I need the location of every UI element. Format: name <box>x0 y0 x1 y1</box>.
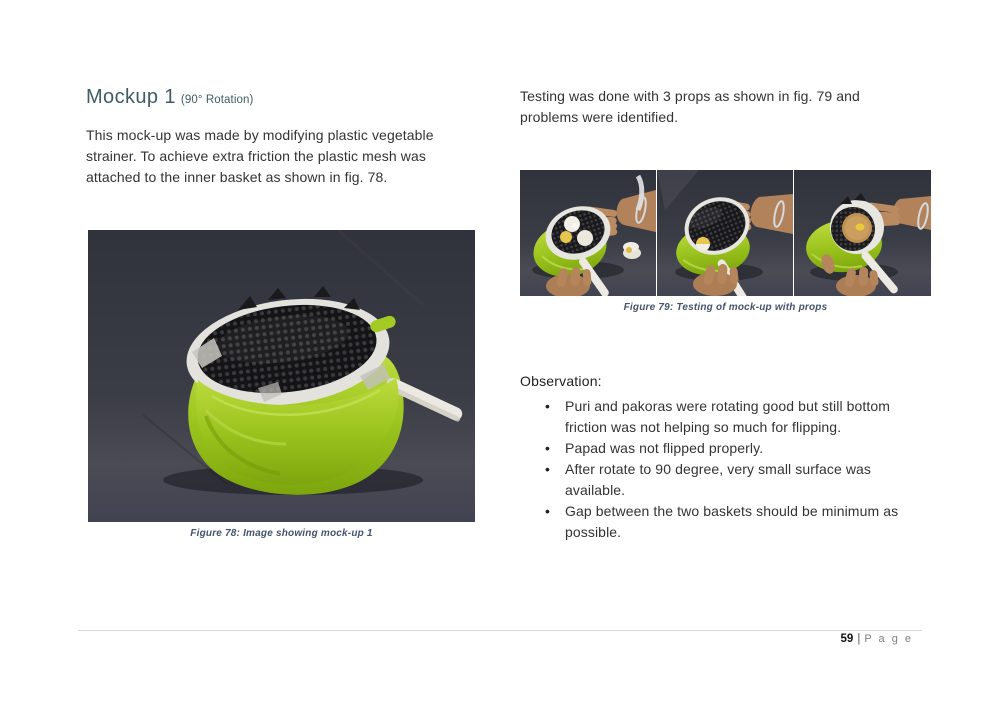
section-heading-title: Mockup 1 <box>86 86 176 108</box>
section-heading <box>86 86 253 109</box>
figure-79-caption: Figure 79: Testing of mock-up with props <box>623 302 828 313</box>
figure-78-caption: Figure 78: Image showing mock-up 1 <box>190 528 373 539</box>
figure-79-photo-3 <box>794 170 931 296</box>
figure-79-photo-1 <box>520 170 656 296</box>
page-word: P a g e <box>864 633 913 645</box>
observation-item: • Gap between the two baskets should be minimum as possible. <box>543 501 905 543</box>
section-heading-note: (90° Rotation) <box>180 94 254 106</box>
observation-item: • After rotate to 90 degree, very small surface was available. <box>543 459 905 501</box>
page-number <box>841 633 913 645</box>
footer-divider <box>78 630 922 631</box>
observation-list <box>543 396 905 543</box>
page-number-separator: | <box>857 633 861 645</box>
observation-item: • Puri and pakoras were rotating good but still bottom friction was not helping so much for flipping. <box>543 396 905 438</box>
mockup-description: This mock-up was made by modifying plastic vegetable strainer. To achieve extra friction the plastic mesh was attached to the inner basket as shown in fig. 78. <box>86 127 434 185</box>
figure-79-photo-strip <box>520 170 931 296</box>
testing-intro: Testing was done with 3 props as shown in fig. 79 and problems were identified. <box>520 88 860 125</box>
observation-item: • Papad was not flipped properly. <box>543 438 905 459</box>
figure-79-photo-2 <box>657 170 793 296</box>
observation-heading: Observation: <box>520 373 602 389</box>
page-number-value: 59 <box>840 633 854 645</box>
figure-78-photo <box>88 230 475 522</box>
